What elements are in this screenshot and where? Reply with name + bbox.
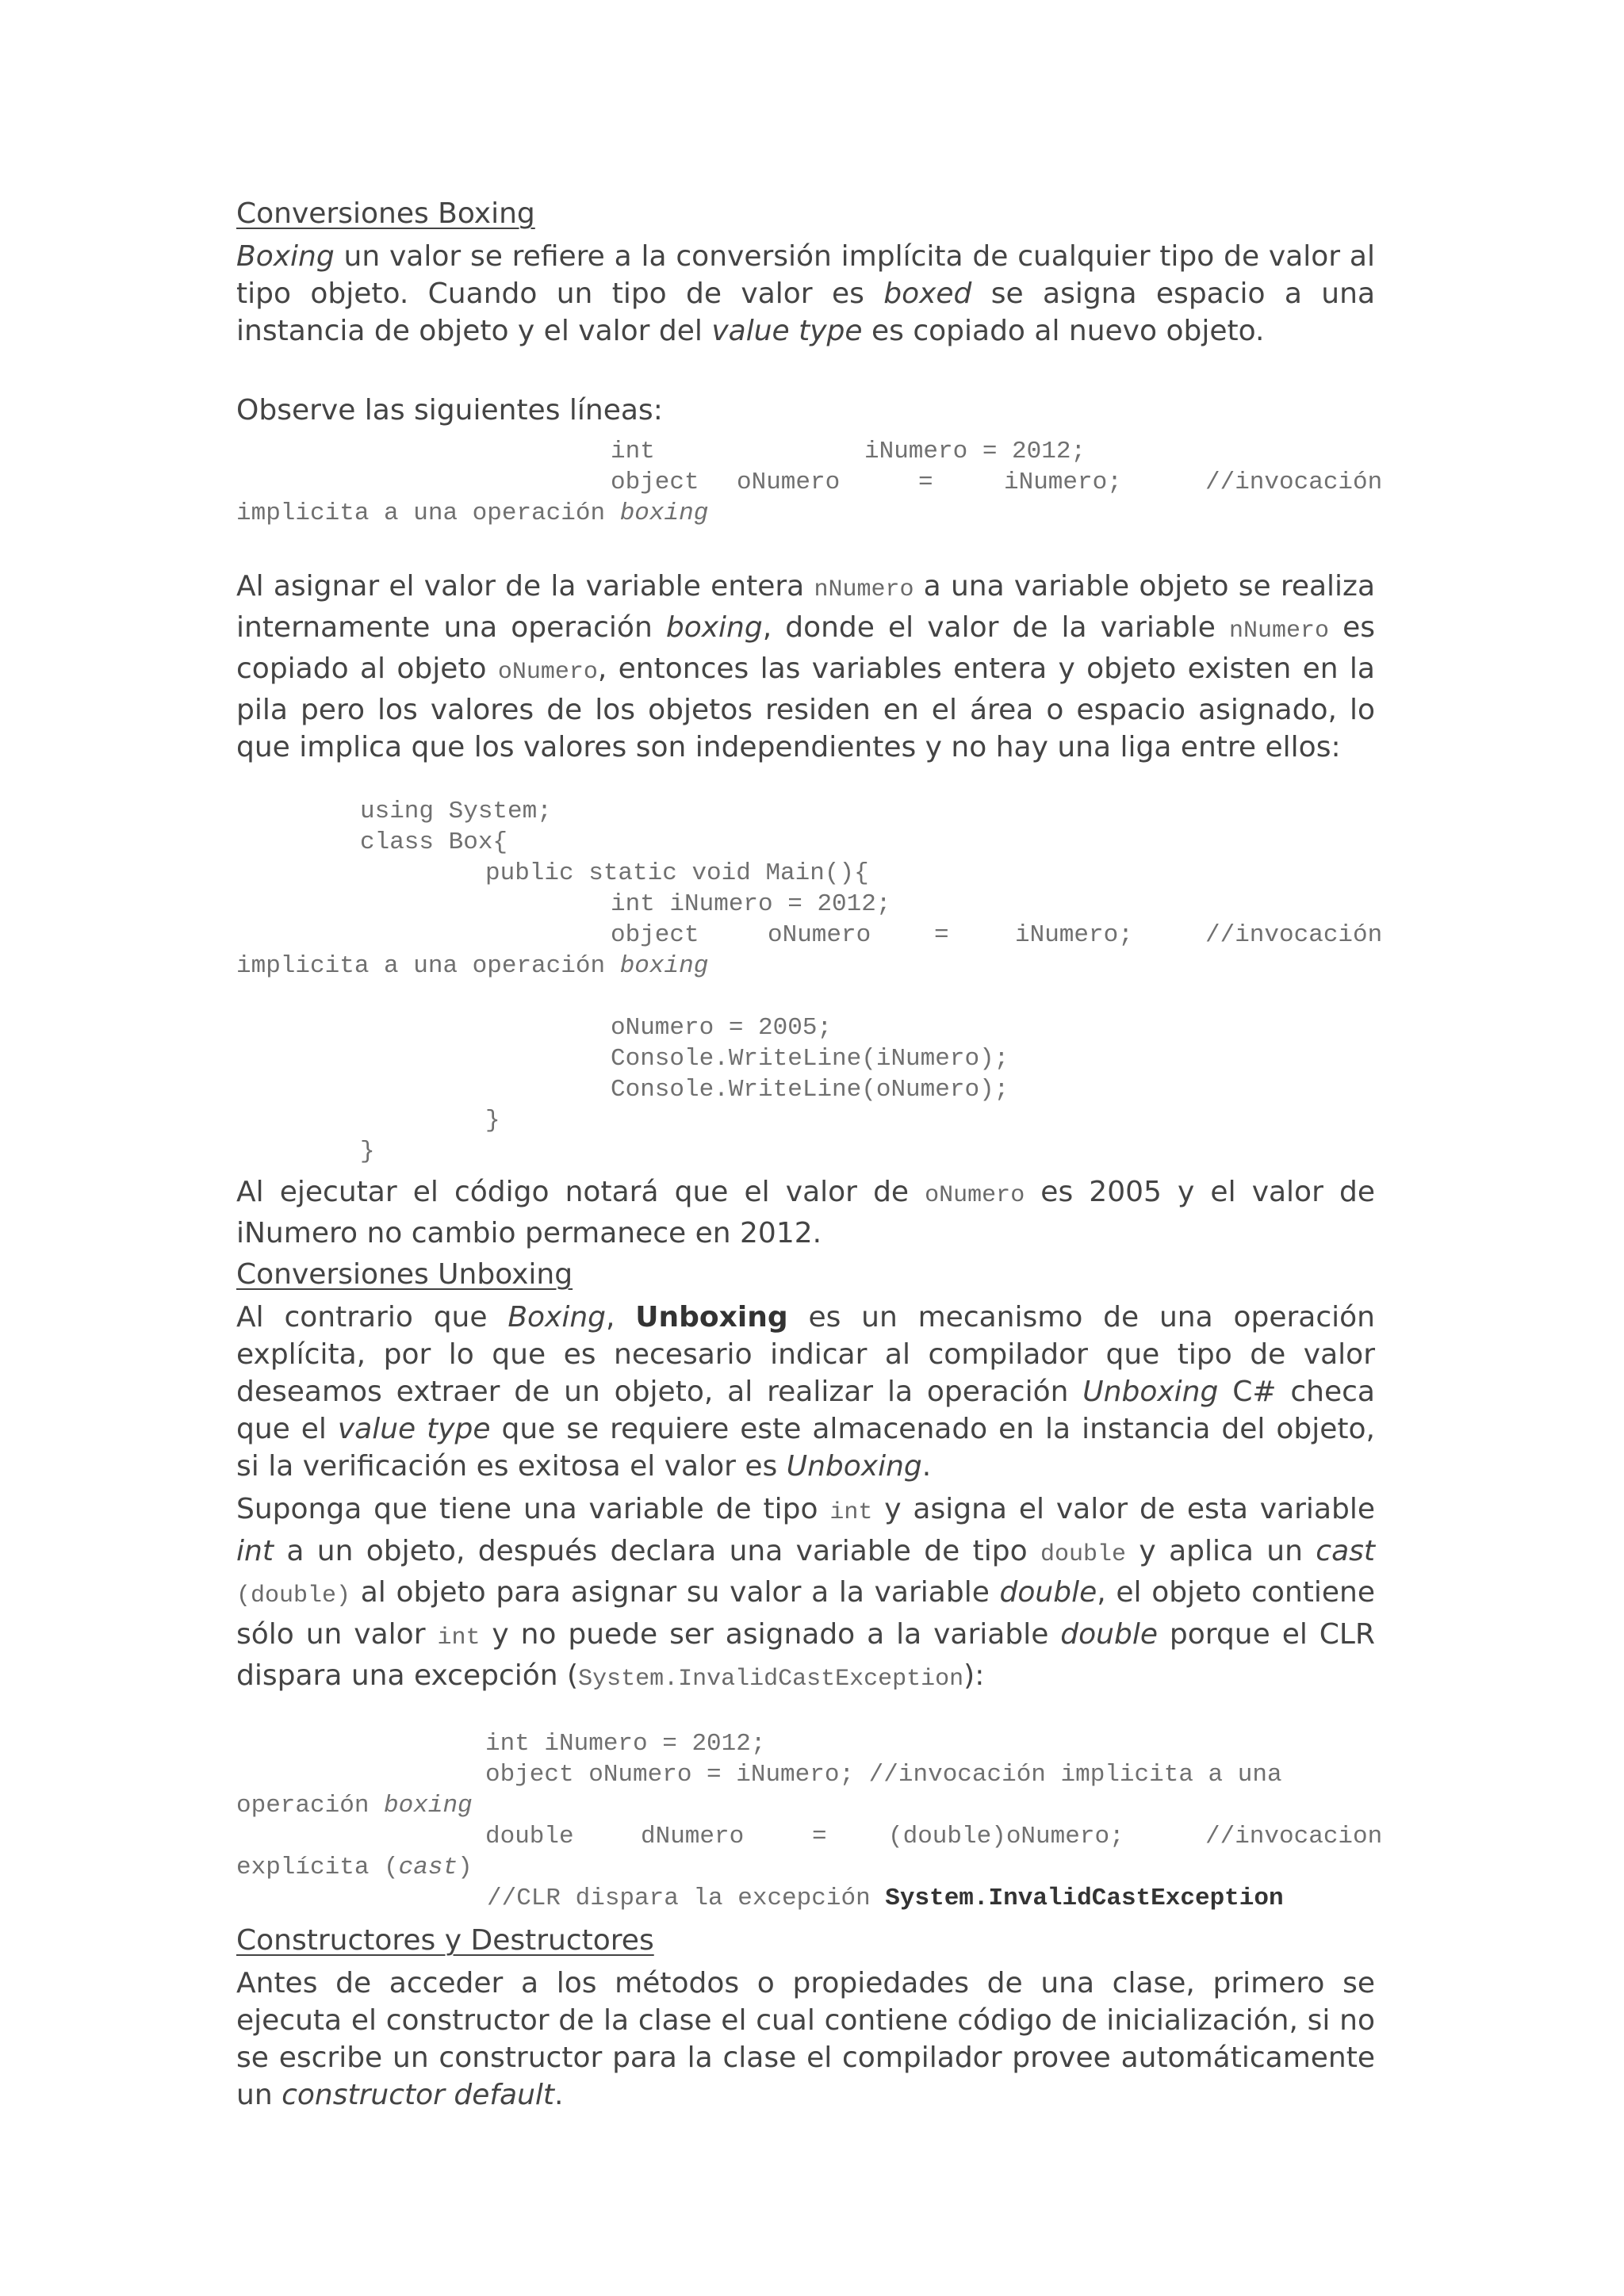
text: //CLR dispara la excepción xyxy=(487,1885,886,1912)
code-comment-continued xyxy=(236,498,708,529)
code-comment-continued xyxy=(236,951,708,982)
code-text: double xyxy=(485,1823,574,1850)
code-text: object xyxy=(611,469,699,496)
inline-code: (double) xyxy=(236,1582,351,1609)
paragraph-boxing-intro xyxy=(236,238,1375,350)
paragraph-boxing-explanation xyxy=(236,568,1375,766)
code-comment xyxy=(487,1883,1284,1914)
text: un valor se refiere a la conversión implícita de cualquier tipo de valor al tipo objeto. Cuando un tipo de valor es xyxy=(236,240,1375,310)
inline-code: oNumero xyxy=(925,1182,1025,1209)
emphasis: cast xyxy=(1316,1534,1376,1567)
code-text: oNumero xyxy=(737,469,841,496)
text: es un mecanismo de una operación explícita, por lo que es necesario indicar al compilador que tipo de valor deseamos extraer de un objeto, al realizar la operación xyxy=(236,1301,1375,1408)
emphasis: Unboxing xyxy=(1082,1376,1219,1408)
text: ): xyxy=(963,1659,985,1692)
emphasis: Boxing xyxy=(508,1301,607,1334)
code-text: = xyxy=(812,1823,827,1850)
text: es copiado al objeto xyxy=(236,611,1375,685)
inline-code: oNumero xyxy=(497,659,598,686)
paragraph-cast-explanation xyxy=(236,1490,1375,1699)
text: operación xyxy=(236,1792,385,1820)
code-line: } xyxy=(360,1138,375,1165)
inline-code: nNumero xyxy=(1228,618,1330,645)
emphasis: value type xyxy=(711,315,863,347)
text: porque el CLR dispara una excepción ( xyxy=(236,1617,1375,1692)
text: se asigna espacio a una instancia de objeto y el valor del xyxy=(236,277,1376,347)
inline-code: nNumero xyxy=(814,576,914,603)
code-line: Console.WriteLine(iNumero); xyxy=(611,1045,1009,1073)
paragraph-execution-result xyxy=(236,1173,1375,1252)
text: implicita a una operación xyxy=(236,499,620,527)
code-text: dNumero xyxy=(641,1823,745,1850)
inline-code: double xyxy=(1040,1540,1127,1568)
code-comment: //invocación xyxy=(1205,921,1383,949)
text: y asigna el valor de esta variable xyxy=(872,1493,1375,1525)
code-text: oNumero xyxy=(768,921,871,949)
text: Al asignar el valor de la variable entera xyxy=(236,570,814,603)
text: . xyxy=(554,2079,564,2111)
text: que se requiere este almacenado en la instancia del objeto, si la verificación es exitosa el valor es xyxy=(236,1413,1375,1483)
section-heading-constructors: Constructores y Destructores xyxy=(236,1924,654,1957)
code-text: = xyxy=(918,469,933,496)
emphasis: boxing xyxy=(619,952,709,980)
code-line: public static void Main(){ xyxy=(485,859,869,887)
emphasis: boxing xyxy=(665,611,763,644)
paragraph-unboxing-intro xyxy=(236,1299,1375,1485)
code-block-box-class xyxy=(236,796,1397,1169)
code-keyword: int xyxy=(611,438,655,465)
text: , donde el valor de la variable xyxy=(762,611,1229,644)
text: explícita ( xyxy=(236,1854,399,1881)
emphasis: Boxing xyxy=(236,240,335,273)
emphasis: double xyxy=(999,1576,1097,1609)
inline-code: System.InvalidCastException xyxy=(578,1666,964,1693)
text: Antes de acceder a los métodos o propiedades de una clase, primero se ejecuta el constructor de la clase el cual contiene código de inicialización, si no se escribe un constructor para la clase el compilador provee automáticamente un xyxy=(236,1967,1375,2111)
code-line: } xyxy=(485,1107,500,1135)
code-line: int iNumero = 2012; xyxy=(485,1730,766,1758)
code-text: object xyxy=(611,921,699,949)
code-line: using System; xyxy=(360,798,552,825)
bold-code: System.InvalidCastException xyxy=(885,1885,1284,1912)
text: es copiado al nuevo objeto. xyxy=(862,315,1265,347)
emphasis: boxing xyxy=(619,499,709,527)
code-line: Console.WriteLine(oNumero); xyxy=(611,1076,1009,1104)
code-text: = xyxy=(934,921,949,949)
code-text: iNumero; xyxy=(1015,921,1133,949)
text: al objeto para asignar su valor a la variable xyxy=(350,1576,1000,1609)
text: a un objeto, después declara una variable de tipo xyxy=(273,1534,1041,1567)
bold-text: Unboxing xyxy=(635,1301,788,1334)
text: ) xyxy=(458,1854,473,1881)
text: Al ejecutar el código notará que el valor de xyxy=(236,1176,925,1208)
text: implicita a una operación xyxy=(236,952,620,980)
code-block-boxing xyxy=(236,436,1397,531)
code-line: object oNumero = iNumero; //invocación implicita a una xyxy=(485,1761,1282,1789)
text: , xyxy=(606,1301,636,1334)
emphasis: boxed xyxy=(883,277,972,310)
emphasis: cast xyxy=(398,1854,458,1881)
emphasis: value type xyxy=(337,1413,491,1445)
code-comment-continued xyxy=(236,1790,473,1821)
code-text: iNumero; xyxy=(1004,469,1122,496)
code-line: int iNumero = 2012; xyxy=(611,890,891,918)
text: a una variable objeto se realiza internamente una operación xyxy=(236,570,1375,644)
code-comment-continued xyxy=(236,1852,473,1883)
code-line: oNumero = 2005; xyxy=(611,1014,833,1042)
emphasis: constructor default xyxy=(282,2079,555,2111)
emphasis: double xyxy=(1060,1617,1158,1651)
text: C# checa que el xyxy=(236,1376,1375,1445)
paragraph-observe: Observe las siguientes líneas: xyxy=(236,394,663,427)
code-comment: //invocación xyxy=(1205,469,1383,496)
text: es 2005 y el valor de iNumero no cambio permanece en 2012. xyxy=(236,1176,1375,1249)
text: Al contrario que xyxy=(236,1301,508,1334)
code-comment: //invocacion xyxy=(1205,1823,1383,1850)
text: , el objeto contiene sólo un valor xyxy=(236,1576,1375,1651)
paragraph-constructors xyxy=(236,1965,1375,2114)
text: y aplica un xyxy=(1126,1534,1316,1567)
text: . xyxy=(921,1450,932,1483)
emphasis: Unboxing xyxy=(786,1450,922,1483)
emphasis: int xyxy=(236,1534,274,1567)
text: Suponga que tiene una variable de tipo xyxy=(236,1493,830,1525)
code-line: class Box{ xyxy=(360,828,508,856)
code-text: iNumero = 2012; xyxy=(864,438,1086,465)
text: , entonces las variables entera y objeto existen en la pila pero los valores de los objetos residen en el área o espacio asignado, lo que implica que los valores son independientes y no hay una liga entre ellos: xyxy=(236,652,1375,763)
section-heading-boxing: Conversiones Boxing xyxy=(236,197,535,230)
section-heading-unboxing: Conversiones Unboxing xyxy=(236,1258,573,1291)
code-block-unboxing xyxy=(236,1728,1397,1919)
code-text: (double)oNumero; xyxy=(888,1823,1124,1850)
inline-code: int xyxy=(437,1624,481,1651)
inline-code: int xyxy=(829,1499,873,1526)
emphasis: boxing xyxy=(384,1792,473,1820)
text: y no puede ser asignado a la variable xyxy=(480,1617,1061,1651)
